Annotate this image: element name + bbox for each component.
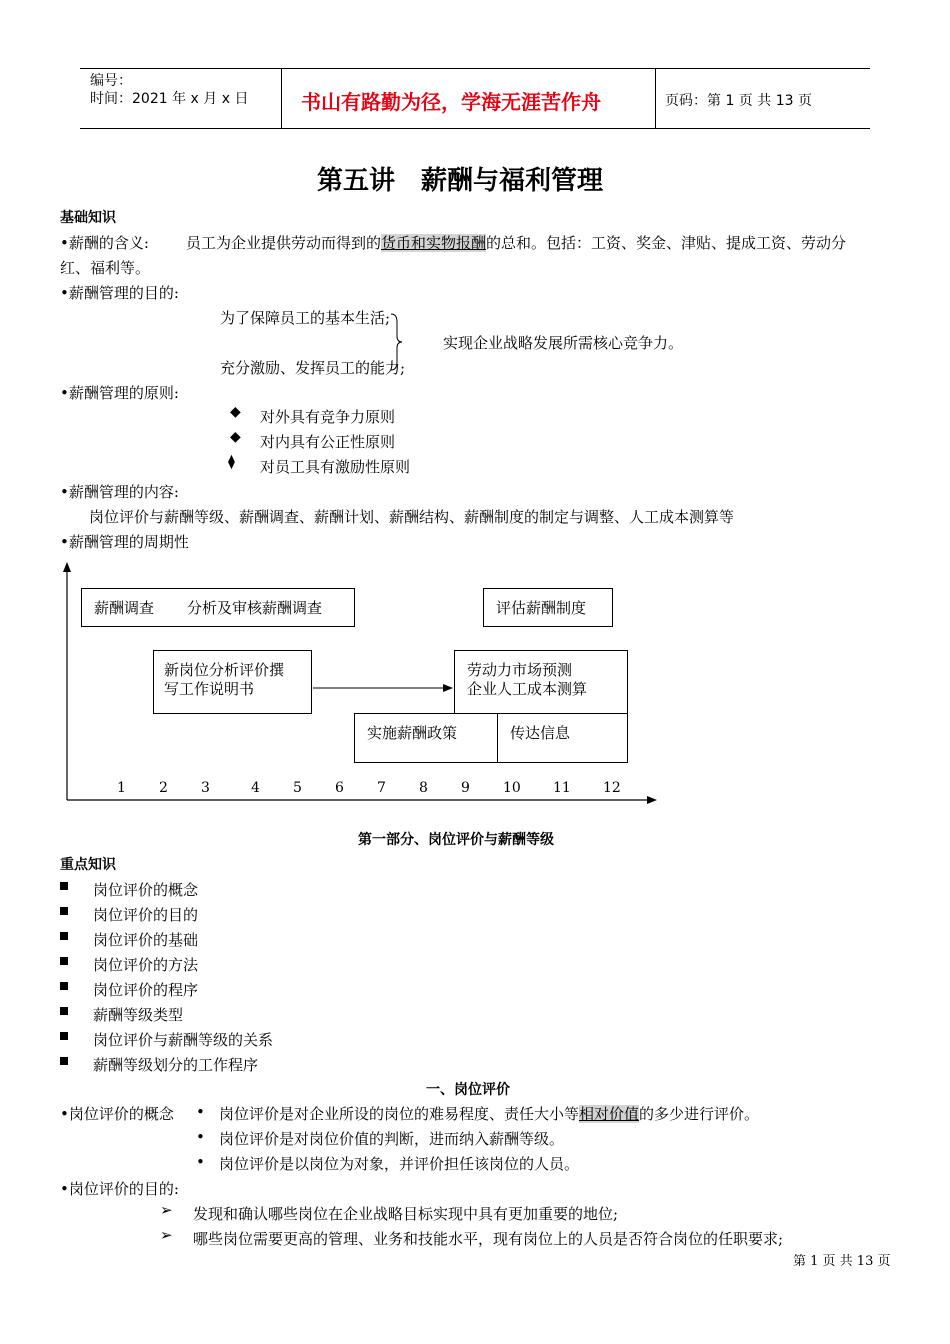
- concept-item: [219, 1103, 759, 1124]
- purpose-label: •薪酬管理的目的:: [60, 284, 179, 302]
- month-tick: 7: [377, 780, 386, 796]
- implement-box: [354, 713, 498, 763]
- month-tick: 4: [251, 780, 260, 796]
- purpose-item: 为了保障员工的基本生活;: [220, 309, 391, 327]
- month-tick: 11: [553, 780, 571, 796]
- diamond-bullet-icon: ◆: [230, 404, 241, 420]
- header-motto: 书山有路勤为径，学海无涯苦作舟: [301, 90, 601, 114]
- definition-highlight: 货币和实物报酬: [381, 234, 487, 252]
- month-tick: 12: [603, 780, 621, 796]
- newjob-box-label: 新岗位分析评价撰: [164, 661, 285, 679]
- number-label: 编号：: [90, 73, 132, 89]
- page-footer: 第 1 页 共 13 页: [793, 1254, 891, 1269]
- concept-highlight: 相对价值: [579, 1105, 640, 1123]
- square-bullet-icon: [60, 1007, 68, 1015]
- content-text: 岗位评价与薪酬等级、薪酬调查、薪酬计划、薪酬结构、薪酬制度的制定与调整、人工成本测算等: [89, 508, 735, 526]
- header-divider: [281, 68, 282, 129]
- section-title: 一、岗位评价: [426, 1082, 510, 1098]
- content-label: •薪酬管理的内容:: [60, 483, 179, 501]
- month-tick: 6: [335, 780, 344, 796]
- arrow-bullet-icon: ➢: [160, 1226, 173, 1244]
- cycle-label: •薪酬管理的周期性: [60, 533, 189, 551]
- square-bullet-icon: [60, 1032, 68, 1040]
- arrow-bullet-icon: ➢: [160, 1201, 173, 1219]
- concept-pre: 岗位评价是对企业所设的岗位的难易程度、责任大小等: [219, 1105, 580, 1123]
- part-heading: 第一部分、岗位评价与薪酬等级: [358, 832, 554, 848]
- implement-box-label: 实施薪酬政策: [367, 724, 458, 742]
- survey-box-label: 薪酬调查: [94, 599, 155, 617]
- purpose-item: 哪些岗位需要更高的管理、业务和技能水平，现有岗位上的人员是否符合岗位的任职要求;: [193, 1230, 784, 1248]
- month-tick: 2: [159, 780, 168, 796]
- forecast-box-label: 劳动力市场预测: [467, 661, 573, 679]
- definition-label: •薪酬的含义:: [60, 234, 149, 252]
- concept-item: 岗位评价是以岗位为对象，并评价担任该岗位的人员。: [219, 1155, 580, 1173]
- square-bullet-icon: [60, 957, 68, 965]
- concept-label: •岗位评价的概念: [60, 1105, 174, 1123]
- key-item: 岗位评价的目的: [93, 906, 199, 924]
- concept-post: 的多少进行评价。: [639, 1105, 760, 1123]
- principle-item: 对内具有公正性原则: [260, 433, 396, 451]
- survey-box: [81, 588, 355, 627]
- key-item: 岗位评价的概念: [93, 881, 199, 899]
- evaluate-box-label: 评估薪酬制度: [496, 599, 587, 617]
- purpose-goal: 实现企业战略发展所需核心竞争力。: [443, 334, 684, 352]
- definition-post: 的总和。包括：工资、奖金、津贴、提成工资、劳动分: [486, 234, 847, 252]
- job-eval-purpose-label: •岗位评价的目的:: [60, 1180, 179, 1198]
- definition-pre: 员工为企业提供劳动而得到的: [186, 234, 382, 252]
- purpose-item: 发现和确认哪些岗位在企业战略目标实现中具有更加重要的地位;: [193, 1205, 619, 1223]
- key-heading: 重点知识: [60, 857, 116, 873]
- purpose-item: 充分激励、发挥员工的能力;: [220, 359, 406, 377]
- forecast-box: [454, 650, 628, 714]
- diamond-bullet-icon: ⧫: [228, 454, 235, 470]
- month-tick: 1: [117, 780, 126, 796]
- month-tick: 10: [503, 780, 521, 796]
- key-item: 岗位评价的方法: [93, 956, 199, 974]
- bullet-icon: •: [196, 1103, 205, 1121]
- principles-label: •薪酬管理的原则:: [60, 384, 179, 402]
- square-bullet-icon: [60, 1057, 68, 1065]
- square-bullet-icon: [60, 882, 68, 890]
- definition-text: [186, 232, 846, 253]
- newjob-box-label: 写工作说明书: [164, 680, 255, 698]
- key-item: 薪酬等级划分的工作程序: [93, 1056, 259, 1074]
- square-bullet-icon: [60, 932, 68, 940]
- brace-icon: [387, 312, 403, 372]
- survey-box-label: 分析及审核薪酬调查: [187, 599, 323, 617]
- page-title: 第五讲 薪酬与福利管理: [317, 166, 604, 196]
- principle-item: 对员工具有激励性原则: [260, 458, 411, 476]
- header-divider: [655, 68, 656, 129]
- concept-item: 岗位评价是对岗位价值的判断，进而纳入薪酬等级。: [219, 1130, 565, 1148]
- communicate-box-label: 传达信息: [510, 724, 571, 742]
- header-bottom-rule: [80, 128, 870, 129]
- bullet-icon: •: [196, 1128, 205, 1146]
- month-tick: 9: [461, 780, 470, 796]
- key-item: 岗位评价与薪酬等级的关系: [93, 1031, 274, 1049]
- key-item: 岗位评价的基础: [93, 931, 199, 949]
- diamond-bullet-icon: ◆: [230, 429, 241, 445]
- communicate-box: [497, 713, 628, 763]
- newjob-box: [153, 650, 312, 714]
- evaluate-box: [483, 588, 613, 627]
- forecast-box-label: 企业人工成本测算: [467, 680, 588, 698]
- definition-continued: 红、福利等。: [60, 259, 151, 277]
- page-label: 页码：第 1 页 共 13 页: [665, 93, 812, 109]
- square-bullet-icon: [60, 907, 68, 915]
- date-label: 时间：2021 年 x 月 x 日: [90, 91, 249, 107]
- header-top-rule: [80, 68, 870, 69]
- principle-item: 对外具有竞争力原则: [260, 408, 396, 426]
- bullet-icon: •: [196, 1153, 205, 1171]
- section-heading: 基础知识: [60, 210, 116, 226]
- month-tick: 8: [419, 780, 428, 796]
- square-bullet-icon: [60, 982, 68, 990]
- month-tick: 3: [201, 780, 210, 796]
- key-item: 薪酬等级类型: [93, 1006, 184, 1024]
- month-tick: 5: [293, 780, 302, 796]
- key-item: 岗位评价的程序: [93, 981, 199, 999]
